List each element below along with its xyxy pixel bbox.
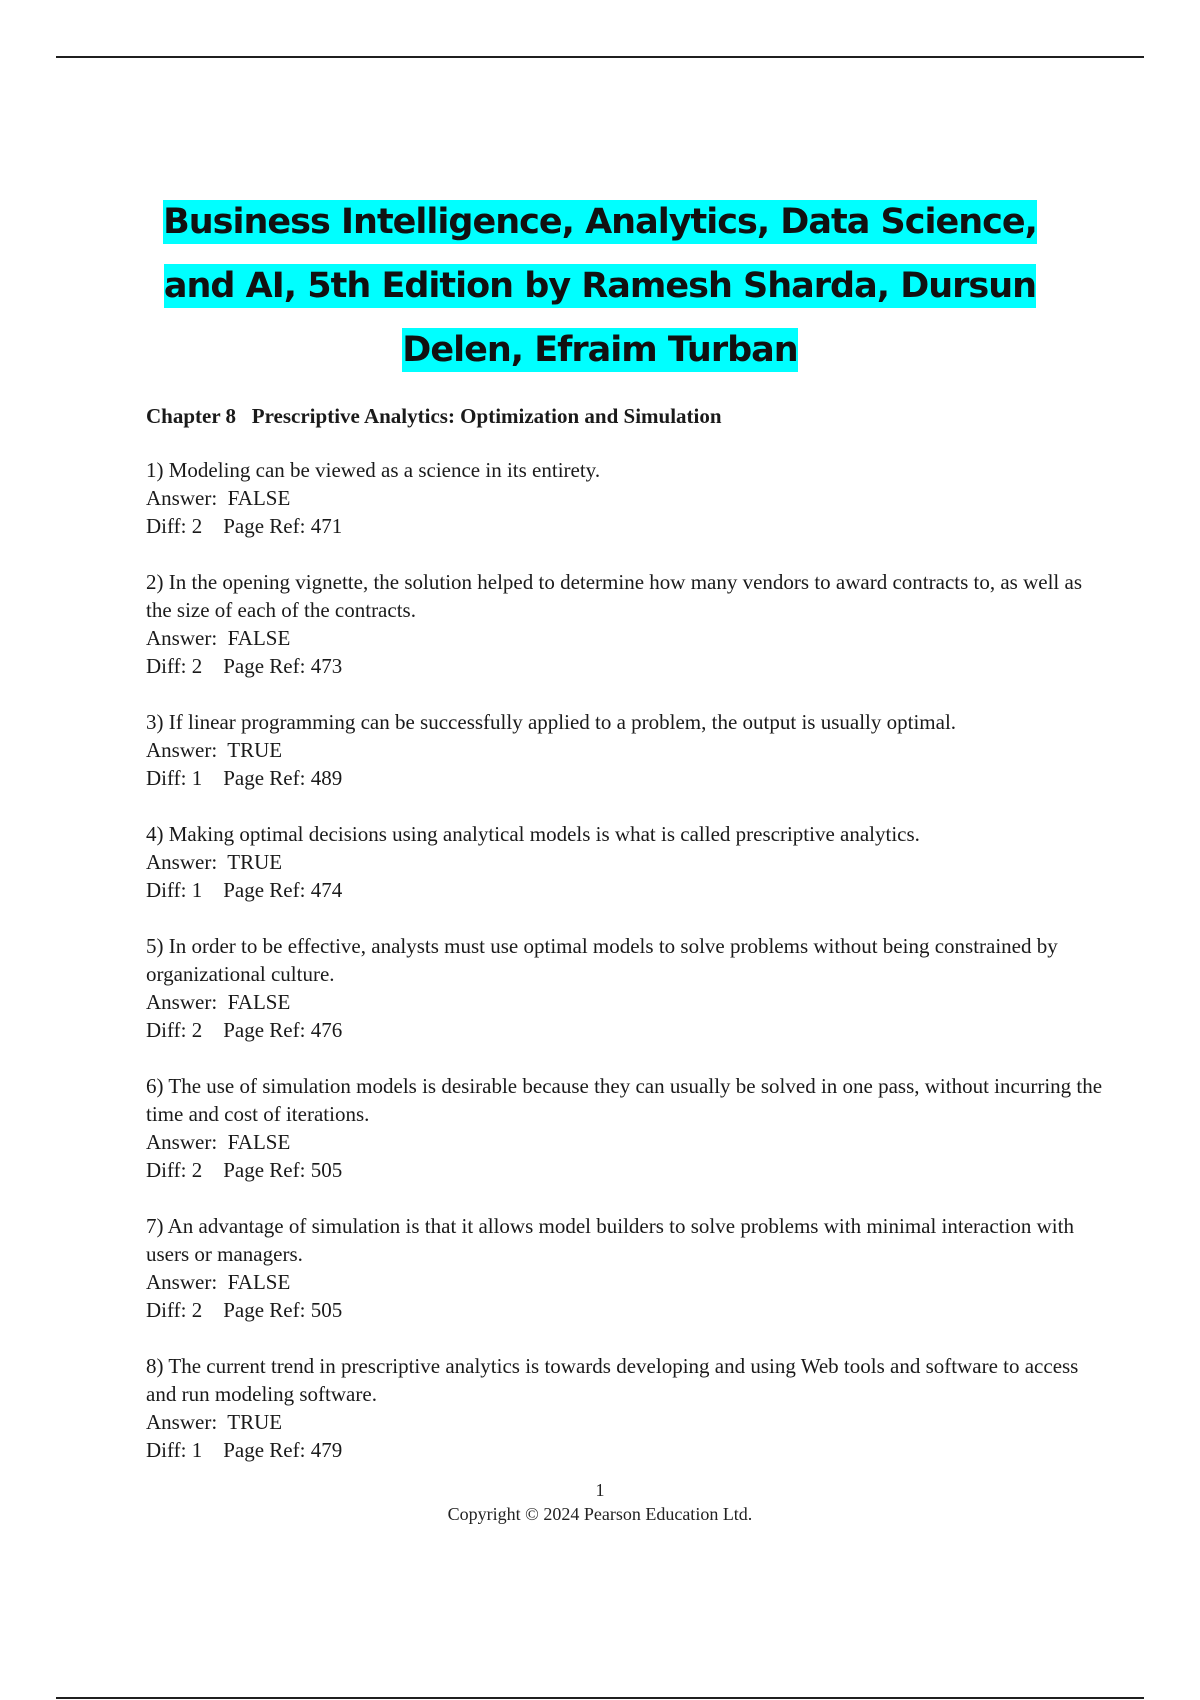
page-ref-value: 489 — [310, 766, 343, 790]
question-item — [146, 1072, 1106, 1184]
answer-label: Answer: — [146, 990, 218, 1014]
chapter-number: Chapter 8 — [146, 404, 237, 428]
page-ref-value: 473 — [310, 654, 343, 678]
diff-value: 2 — [191, 1298, 203, 1322]
answer-row — [146, 484, 1106, 512]
copyright-notice: Copyright © 2024 Pearson Education Ltd. — [447, 1504, 753, 1524]
diff-label: Diff: — [146, 514, 187, 538]
page-ref-value: 474 — [310, 878, 343, 902]
answer-value: FALSE — [227, 990, 291, 1014]
document-title — [100, 190, 1100, 382]
chapter-heading — [146, 402, 722, 430]
diff-value: 1 — [191, 1438, 203, 1462]
answer-value: FALSE — [227, 1270, 291, 1294]
chapter-title: Prescriptive Analytics: Optimization and Simulation — [251, 404, 722, 428]
page-ref-label: Page Ref: — [223, 1018, 306, 1042]
diff-value: 1 — [191, 878, 203, 902]
question-item — [146, 1352, 1106, 1464]
bottom-rule — [56, 1697, 1144, 1699]
page-ref-value: 471 — [310, 514, 343, 538]
diff-value: 2 — [191, 1158, 203, 1182]
diff-row — [146, 1296, 1106, 1324]
question-text: 3) If linear programming can be successfully applied to a problem, the output is usually optimal. — [146, 710, 957, 734]
diff-label: Diff: — [146, 1438, 187, 1462]
diff-row — [146, 876, 1106, 904]
page-ref-label: Page Ref: — [223, 1298, 306, 1322]
answer-value: TRUE — [227, 1410, 283, 1434]
page-ref-label: Page Ref: — [223, 766, 306, 790]
diff-label: Diff: — [146, 1158, 187, 1182]
question-text: 1) Modeling can be viewed as a science in its entirety. — [146, 458, 601, 482]
diff-value: 2 — [191, 654, 203, 678]
question-list — [146, 456, 1106, 1492]
diff-label: Diff: — [146, 1018, 187, 1042]
answer-row — [146, 848, 1106, 876]
answer-row — [146, 736, 1106, 764]
answer-row — [146, 1128, 1106, 1156]
answer-label: Answer: — [146, 626, 218, 650]
page-ref-label: Page Ref: — [223, 878, 306, 902]
diff-label: Diff: — [146, 766, 187, 790]
diff-row — [146, 1156, 1106, 1184]
page-ref-label: Page Ref: — [223, 654, 306, 678]
question-item — [146, 568, 1106, 680]
question-item — [146, 1212, 1106, 1324]
page-ref-label: Page Ref: — [223, 514, 306, 538]
answer-value: FALSE — [227, 486, 291, 510]
diff-label: Diff: — [146, 654, 187, 678]
diff-value: 2 — [191, 1018, 203, 1042]
diff-value: 2 — [191, 514, 203, 538]
answer-row — [146, 1408, 1106, 1436]
page-ref-value: 476 — [310, 1018, 343, 1042]
question-item — [146, 456, 1106, 540]
page-ref-label: Page Ref: — [223, 1158, 306, 1182]
title-line-2: and AI, 5th Edition by Ramesh Sharda, Dursun — [163, 266, 1037, 306]
page-number: 1 — [595, 1480, 605, 1500]
diff-row — [146, 1016, 1106, 1044]
answer-row — [146, 1268, 1106, 1296]
answer-label: Answer: — [146, 850, 218, 874]
question-text: 6) The use of simulation models is desirable because they can usually be solved in one pass, without incurring the time and cost of iterations. — [146, 1074, 1103, 1126]
answer-value: FALSE — [227, 1130, 291, 1154]
top-rule — [56, 56, 1144, 58]
answer-value: FALSE — [227, 626, 291, 650]
question-item — [146, 708, 1106, 792]
question-item — [146, 820, 1106, 904]
question-text: 7) An advantage of simulation is that it allows model builders to solve problems with minimal interaction with users or managers. — [146, 1214, 1074, 1266]
answer-row — [146, 624, 1106, 652]
answer-value: TRUE — [227, 850, 283, 874]
diff-label: Diff: — [146, 878, 187, 902]
diff-value: 1 — [191, 766, 203, 790]
question-text: 2) In the opening vignette, the solution helped to determine how many vendors to award contracts to, as well as the size of each of the contracts. — [146, 570, 1083, 622]
answer-label: Answer: — [146, 738, 218, 762]
diff-label: Diff: — [146, 1298, 187, 1322]
page-footer — [0, 1478, 1200, 1526]
question-item — [146, 932, 1106, 1044]
answer-value: TRUE — [227, 738, 283, 762]
title-line-3: Delen, Efraim Turban — [402, 330, 798, 370]
diff-row — [146, 1436, 1106, 1464]
answer-label: Answer: — [146, 1410, 218, 1434]
title-line-1: Business Intelligence, Analytics, Data Science, — [163, 202, 1037, 242]
question-text: 8) The current trend in prescriptive analytics is towards developing and using Web tools and software to access and run modeling software. — [146, 1354, 1079, 1406]
question-text: 5) In order to be effective, analysts must use optimal models to solve problems without being constrained by organizational culture. — [146, 934, 1058, 986]
diff-row — [146, 652, 1106, 680]
page-ref-value: 505 — [310, 1298, 343, 1322]
answer-label: Answer: — [146, 1130, 218, 1154]
page-ref-label: Page Ref: — [223, 1438, 306, 1462]
page-ref-value: 479 — [310, 1438, 343, 1462]
answer-label: Answer: — [146, 1270, 218, 1294]
diff-row — [146, 512, 1106, 540]
page-ref-value: 505 — [310, 1158, 343, 1182]
answer-label: Answer: — [146, 486, 218, 510]
diff-row — [146, 764, 1106, 792]
question-text: 4) Making optimal decisions using analytical models is what is called prescriptive analytics. — [146, 822, 920, 846]
answer-row — [146, 988, 1106, 1016]
